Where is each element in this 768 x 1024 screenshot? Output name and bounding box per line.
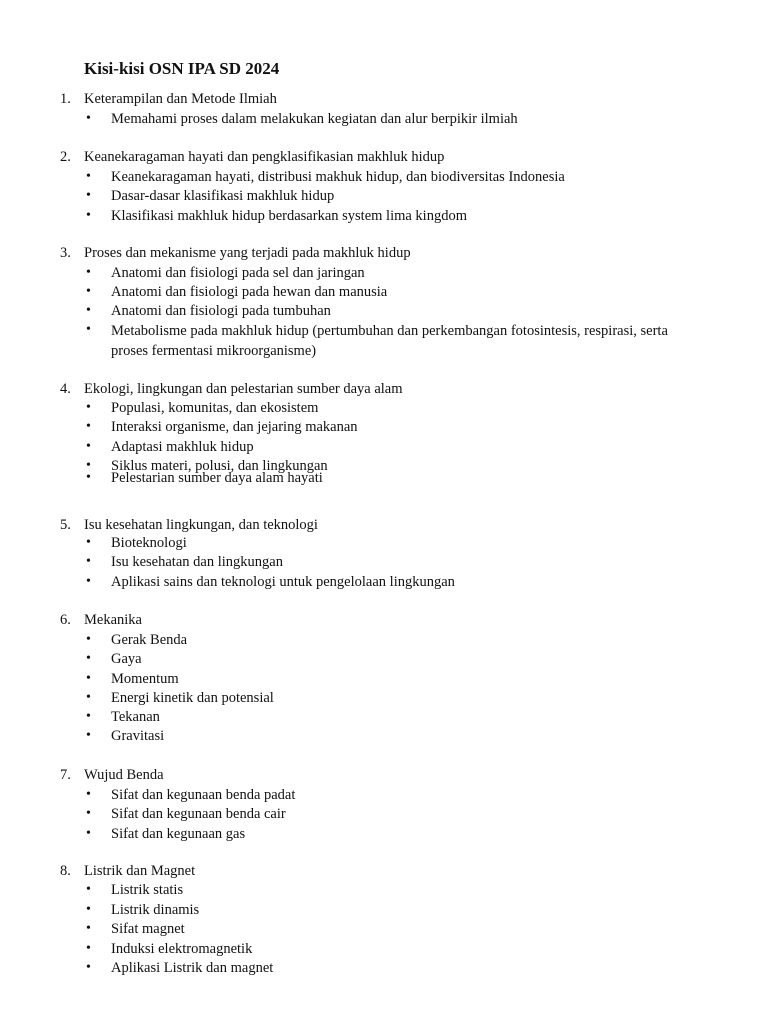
list-item: Aplikasi Listrik dan magnet: [111, 960, 274, 976]
bullet-icon: •: [86, 470, 91, 485]
bullet-icon: •: [86, 921, 91, 936]
list-item: Sifat dan kegunaan benda padat: [111, 787, 296, 803]
list-item: Sifat dan kegunaan benda cair: [111, 806, 286, 822]
list-item: Gerak Benda: [111, 632, 188, 648]
bullet-icon: •: [86, 960, 91, 975]
bullet-icon: •: [86, 284, 91, 299]
bullet-icon: •: [86, 882, 91, 897]
bullet-icon: •: [86, 671, 91, 686]
section-number: 2.: [60, 149, 71, 165]
section-number: 6.: [60, 612, 71, 628]
section-title: Keanekaragaman hayati dan pengklasifikasian makhluk hidup: [84, 149, 445, 165]
list-item: Sifat magnet: [111, 921, 185, 937]
section-number: 8.: [60, 863, 71, 879]
bullet-icon: •: [86, 439, 91, 454]
section-number: 3.: [60, 245, 71, 261]
bullet-icon: •: [86, 400, 91, 415]
list-item: Pelestarian sumber daya alam hayati: [111, 470, 323, 486]
list-item: Interaksi organisme, dan jejaring makanan: [111, 419, 358, 435]
bullet-icon: •: [86, 169, 91, 184]
section-number: 7.: [60, 767, 71, 783]
bullet-icon: •: [86, 208, 91, 223]
list-item: Induksi elektromagnetik: [111, 941, 253, 957]
list-item: Anatomi dan fisiologi pada hewan dan manusia: [111, 284, 388, 300]
list-item: Energi kinetik dan potensial: [111, 690, 274, 706]
bullet-icon: •: [86, 419, 91, 434]
list-item: Tekanan: [111, 709, 160, 725]
list-item: Keanekaragaman hayati, distribusi makhuk hidup, dan biodiversitas Indonesia: [111, 169, 565, 185]
section-title: Keterampilan dan Metode Ilmiah: [84, 91, 277, 107]
document-title: Kisi-kisi OSN IPA SD 2024: [84, 59, 280, 78]
bullet-icon: •: [86, 303, 91, 318]
list-item: Siklus materi, polusi, dan lingkungan: [111, 458, 328, 474]
list-item: Listrik statis: [111, 882, 184, 898]
bullet-icon: •: [86, 322, 91, 337]
list-item: Anatomi dan fisiologi pada sel dan jaringan: [111, 265, 365, 281]
list-item: Isu kesehatan dan lingkungan: [111, 554, 283, 570]
list-item: Bioteknologi: [111, 535, 187, 551]
bullet-icon: •: [86, 787, 91, 802]
list-item: Dasar-dasar klasifikasi makhluk hidup: [111, 188, 335, 204]
section-number: 1.: [60, 91, 71, 107]
section-number: 5.: [60, 517, 71, 533]
bullet-icon: •: [86, 728, 91, 743]
section-title: Mekanika: [84, 612, 142, 628]
section-title: Wujud Benda: [84, 767, 164, 783]
bullet-icon: •: [86, 826, 91, 841]
list-item: Anatomi dan fisiologi pada tumbuhan: [111, 303, 331, 319]
section-title: Proses dan mekanisme yang terjadi pada makhluk hidup: [84, 245, 411, 261]
bullet-icon: •: [86, 632, 91, 647]
bullet-icon: •: [86, 806, 91, 821]
list-item: Memahami proses dalam melakukan kegiatan dan alur berpikir ilmiah: [111, 111, 518, 127]
list-item: Adaptasi makhluk hidup: [111, 439, 254, 455]
section-title: Ekologi, lingkungan dan pelestarian sumber daya alam: [84, 381, 403, 397]
bullet-icon: •: [86, 535, 91, 550]
list-item: Populasi, komunitas, dan ekosistem: [111, 400, 319, 416]
bullet-icon: •: [86, 554, 91, 569]
list-item: Metabolisme pada makhluk hidup (pertumbuhan dan perkembangan fotosintesis, respirasi, serta proses fermentasi mikroorganisme): [111, 323, 668, 359]
list-item: Listrik dinamis: [111, 902, 200, 918]
bullet-icon: •: [86, 902, 91, 917]
bullet-icon: •: [86, 690, 91, 705]
list-item: Gaya: [111, 651, 142, 667]
list-item: Momentum: [111, 671, 179, 687]
bullet-icon: •: [86, 574, 91, 589]
list-item: Klasifikasi makhluk hidup berdasarkan system lima kingdom: [111, 208, 467, 224]
bullet-icon: •: [86, 458, 91, 473]
section-title: Isu kesehatan lingkungan, dan teknologi: [84, 517, 318, 533]
bullet-icon: •: [86, 651, 91, 666]
section-title: Listrik dan Magnet: [84, 863, 196, 879]
bullet-icon: •: [86, 941, 91, 956]
list-item: Sifat dan kegunaan gas: [111, 826, 246, 842]
list-item: Gravitasi: [111, 728, 165, 744]
section-number: 4.: [60, 381, 71, 397]
list-item: Aplikasi sains dan teknologi untuk pengelolaan lingkungan: [111, 574, 455, 590]
bullet-icon: •: [86, 111, 91, 126]
bullet-icon: •: [86, 265, 91, 280]
bullet-icon: •: [86, 709, 91, 724]
bullet-icon: •: [86, 188, 91, 203]
